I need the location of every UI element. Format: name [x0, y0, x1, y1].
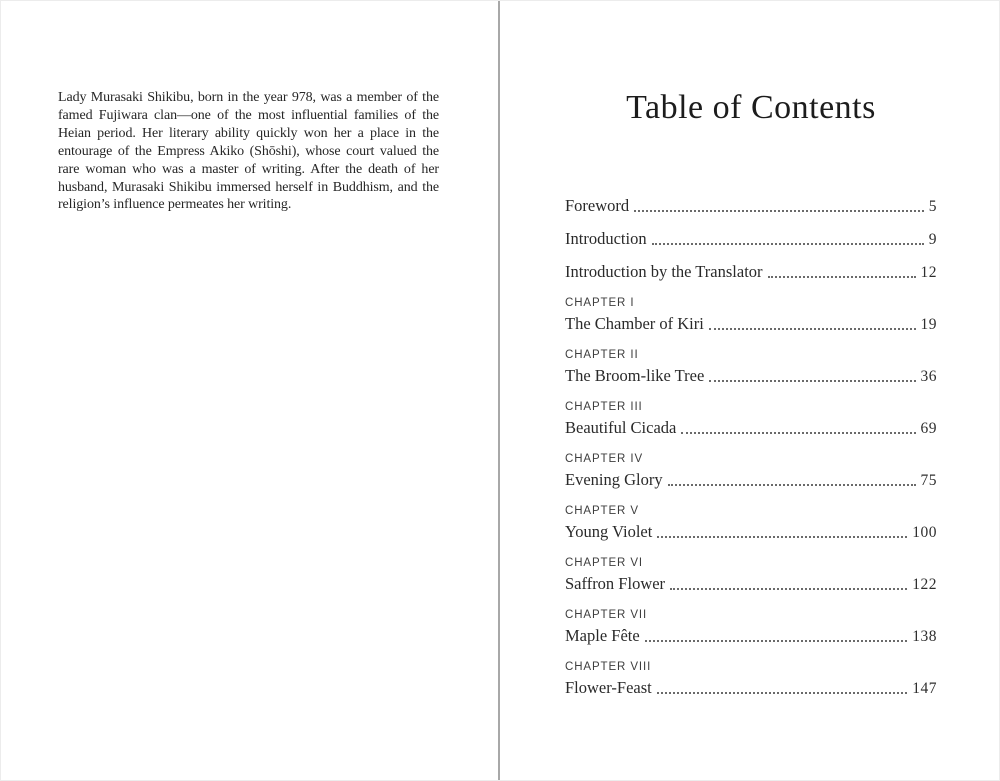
dot-leader [652, 243, 924, 245]
chapter-number-label: CHAPTER IV [565, 453, 644, 465]
chapter-number-label: CHAPTER VIII [565, 661, 652, 673]
chapter-number-label: CHAPTER II [565, 349, 639, 361]
toc-page-number: 75 [920, 472, 937, 489]
chapter-number-label: CHAPTER VII [565, 609, 648, 621]
toc-entry-label: Beautiful Cicada [565, 418, 677, 437]
toc-page-number: 5 [928, 198, 937, 215]
toc-entry-label: Foreword [565, 196, 630, 215]
toc-page-number: 138 [912, 628, 937, 645]
toc-entry-label: Maple Fête [565, 626, 640, 645]
toc-entry-chapter-8[interactable] [565, 660, 937, 698]
dot-leader [768, 276, 916, 278]
toc-entry-label: Flower-Feast [565, 678, 652, 697]
toc-entry-label: Evening Glory [565, 470, 663, 489]
toc-entry-label: Saffron Flower [565, 574, 666, 593]
toc-entry-chapter-1[interactable] [565, 296, 937, 334]
dot-leader [645, 640, 908, 642]
toc-entry-label: Young Violet [565, 522, 653, 541]
toc-entry-label: Introduction [565, 229, 647, 248]
toc-entry-chapter-2[interactable] [565, 348, 937, 386]
toc-entry-chapter-7[interactable] [565, 608, 937, 646]
dot-leader [657, 692, 908, 694]
author-bio-paragraph: Lady Murasaki Shikibu, born in the year 978, was a member of the famed Fujiwara clan—one of the most influential families of the Heian period. Her literary ability quickly won her a place in the entourage of the Empress Akiko (Shōshi), whose court valued the rare woman who was a master of writing. After the death of her husband, Murasaki Shikibu immersed herself in Buddhism, and the religion’s influence permeates her writing. [58, 90, 439, 213]
toc-page-number: 9 [928, 231, 937, 248]
toc-page-number: 19 [920, 316, 937, 333]
toc-entry-chapter-5[interactable] [565, 504, 937, 542]
dot-leader [709, 380, 915, 382]
toc-page-number: 12 [920, 264, 937, 281]
dot-leader [634, 210, 924, 212]
left-page [1, 1, 498, 780]
toc-entry-chapter-3[interactable] [565, 400, 937, 438]
toc-page-number: 100 [912, 524, 937, 541]
toc-page-number: 69 [920, 420, 937, 437]
toc-entry-introduction-translator[interactable] [565, 263, 937, 282]
dot-leader [670, 588, 907, 590]
toc-entry-label: The Broom-like Tree [565, 366, 705, 385]
chapter-number-label: CHAPTER III [565, 401, 643, 413]
toc-page-number: 36 [920, 368, 937, 385]
toc-entry-introduction[interactable] [565, 230, 937, 249]
chapter-number-label: CHAPTER VI [565, 557, 644, 569]
toc-entry-foreword[interactable] [565, 197, 937, 216]
toc-entry-chapter-6[interactable] [565, 556, 937, 594]
toc-entry-label: The Chamber of Kiri [565, 314, 704, 333]
dot-leader [657, 536, 907, 538]
toc-page-number: 122 [912, 576, 937, 593]
toc-entry-chapter-4[interactable] [565, 452, 937, 490]
table-of-contents [565, 197, 937, 698]
chapter-number-label: CHAPTER V [565, 505, 639, 517]
dot-leader [709, 328, 916, 330]
dot-leader [668, 484, 916, 486]
toc-page-number: 147 [912, 680, 937, 697]
dot-leader [681, 432, 915, 434]
right-page [500, 1, 999, 780]
toc-entry-label: Introduction by the Translator [565, 262, 763, 281]
toc-title: Table of Contents [626, 89, 876, 126]
chapter-number-label: CHAPTER I [565, 297, 635, 309]
